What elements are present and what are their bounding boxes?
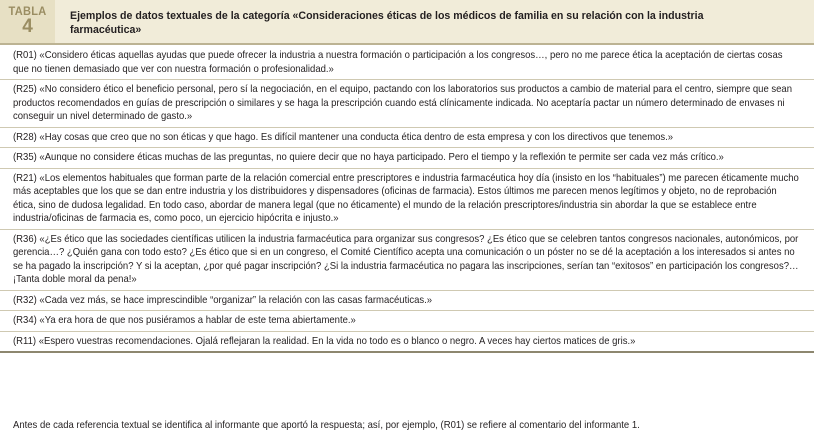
table-row [0,169,814,230]
quote-text-r34: (R34) «Ya era hora de que nos pusiéramos a hablar de este tema abiertamente.» [13,315,356,326]
table-row [0,128,814,149]
quote-text-r11: (R11) «Espero vuestras recomendaciones. Ojalá reflejaran la realidad. En la vida no todo es o blanco o negro. A veces hay ciertos matices de gris.» [13,335,636,347]
table-row [0,46,814,80]
table-footnote: Antes de cada referencia textual se identifica al informante que aportó la respuesta; así, por ejemplo, (R01) se refiere al comentario del informante 1. [13,420,640,431]
table-row [0,80,814,128]
quote-text-r21: (R21) «Los elementos habituales que forman parte de la relación comercial entre prescriptores e industria farmacéutica hoy día (insisto en los “habituales”) me parecen éticamente mucho más aceptables que los que se dan entre industria y los distribuidores y dispensadores (oficinas de farmacia). Estos últimos me parecen menos legítimos y objeto, no de reprobación ética, sino de dudosa legalidad. En todo caso, abordar de manera legal (que no éticamente) el mundo de la relación prescriptores/industria sin abordar la que se establece entre industria/oficinas de farmacia es, como poco, un ejercicio hipócrita e injusto.» [13,172,799,224]
table-row [0,332,814,354]
table-header [0,0,814,45]
quote-text-r32: (R32) «Cada vez más, se hace imprescindible “organizar” la relación con las casas farmacéuticas.» [13,294,433,306]
quote-text-r35: (R35) «Aunque no considere éticas muchas de las preguntas, no quiere decir que no haya participado. Pero el tiempo y la reflexión te permite ser cada vez más crítico.» [13,152,724,163]
table-title: Ejemplos de datos textuales de la categoría «Consideraciones éticas de los médicos de familia en su relación con la industria farmacéutica» [70,10,704,36]
quote-text-r25: (R25) «No considero ético el beneficio personal, pero sí la negociación, en el equipo, pactando con los laboratorios sus productos a cambio de material para el centro, siempre que sean productos recomendados en guías de prescripción o similares y se haga la prescripción cuando está clínicamente indicada. No aceptaría pactar un número determinado de envases ni conseguir un nivel determinado de gasto.» [13,84,793,122]
quote-text-r28: (R28) «Hay cosas que creo que no son éticas y que hago. Es difícil mantener una conducta ética dentro de esta empresa y con los directivos que tenemos.» [13,131,674,143]
quote-text-r01: (R01) «Considero éticas aquellas ayudas que puede ofrecer la industria a nuestra formación o participación a los congresos…, pero no me parece ética la aceptación de ciertas cosas que no tienen demasiado que ver con nuestra formación o profesionalidad.» [13,50,783,75]
quotes-table-body [0,46,814,353]
table-label: TABLA [8,4,47,18]
table-number: 4 [22,16,33,37]
quote-text-r36: (R36) «¿Es ético que las sociedades científicas utilicen la industria farmacéutica para organizar sus congresos? ¿Es ético que se celebren tantos congresos nacionales, autonómicos, por gerencia…? ¿Quién gana con todo esto? ¿Es ético que si en un congreso, el Comité Científico acepta una comunicación o un póster no se dé la aceptación a los interesados si antes no se ha pagado la inscripción? Y si la aceptan, ¿por qué pagar inscripción? ¿Si la industria farmacéutica no pagara las inscripciones, serían tan “exitosos” en participación los congresos?… ¡Tanta doble moral da pena!» [13,233,799,285]
table-row [0,311,814,332]
table-row [0,291,814,312]
table-row [0,230,814,291]
table-row [0,148,814,169]
table-label-box [0,0,55,43]
